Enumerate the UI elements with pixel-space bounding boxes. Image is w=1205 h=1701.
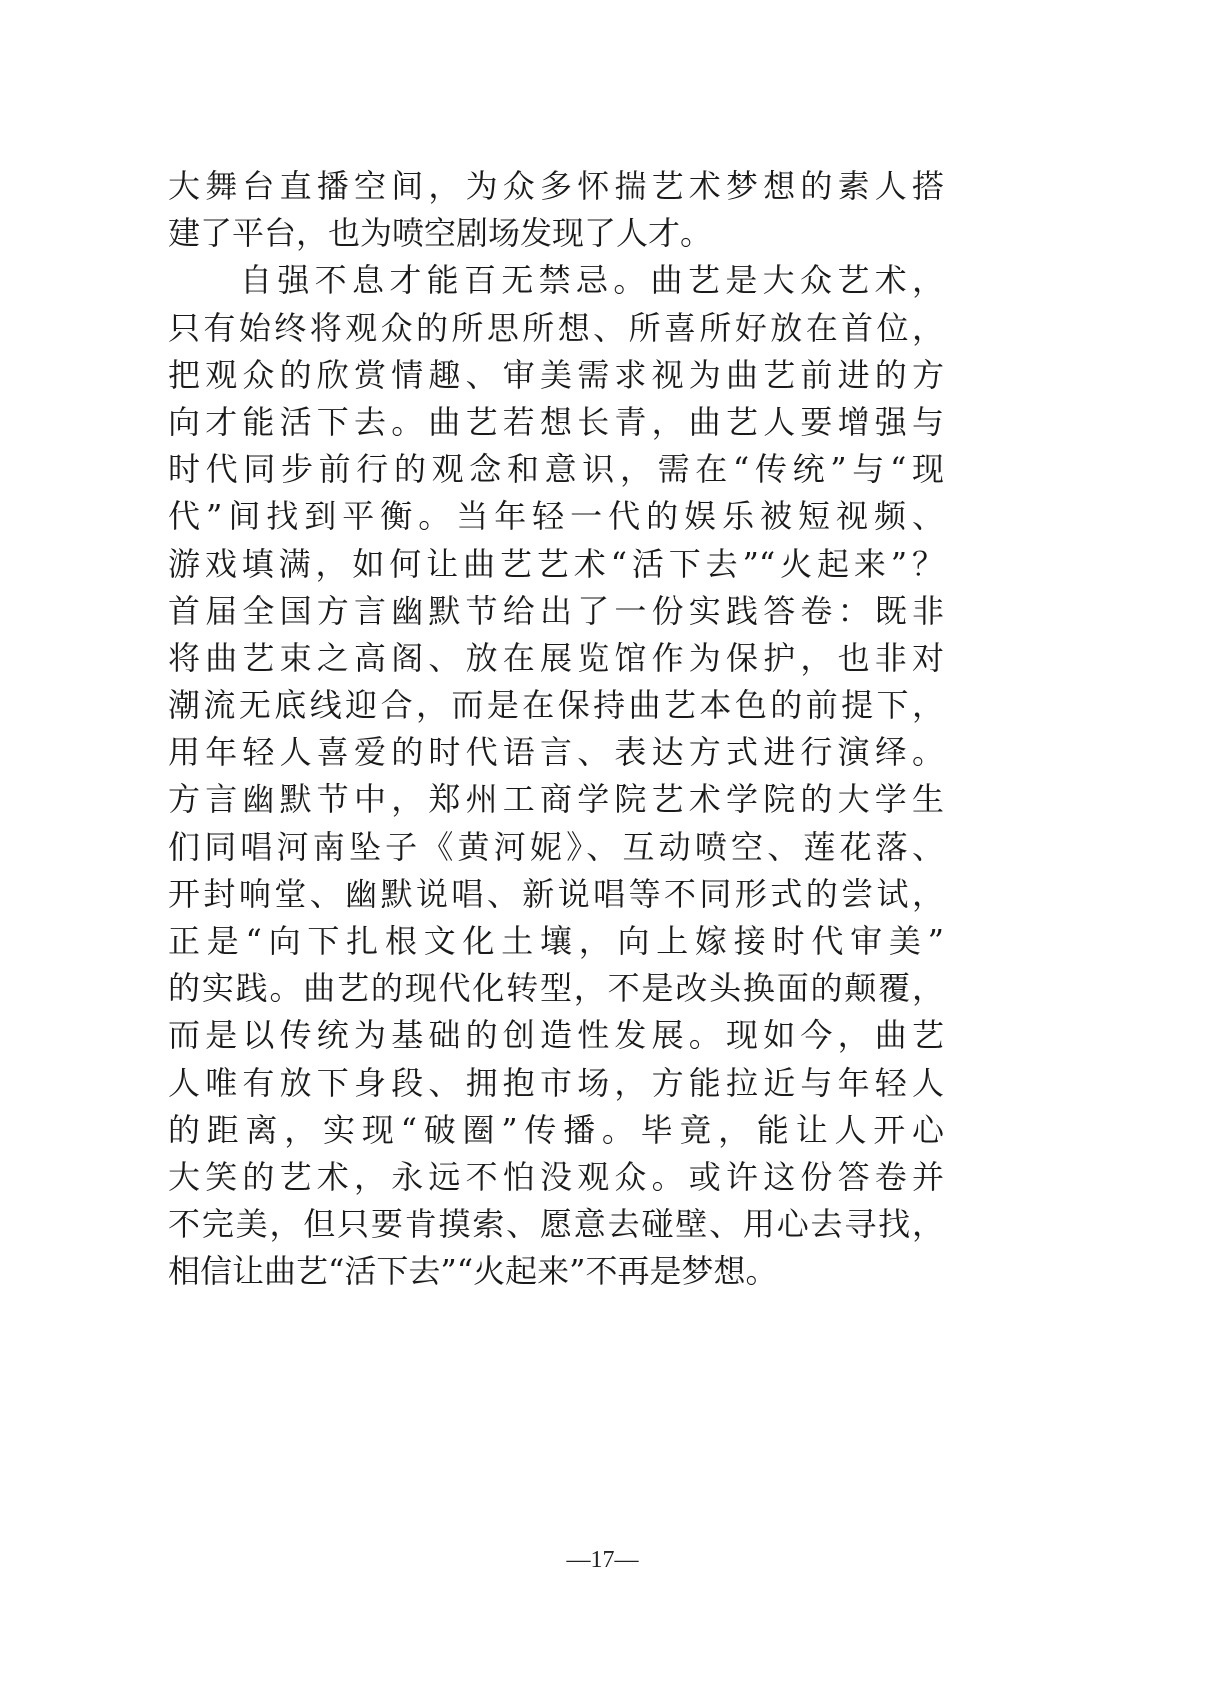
text-line: 只有始终将观众的所思所想、所喜所好放在首位， (168, 308, 944, 347)
text-line: 人唯有放下身段、拥抱市场，方能拉近与年轻人 (168, 1063, 944, 1102)
text-line: 向才能活下去。曲艺若想长青，曲艺人要增强与 (168, 402, 944, 441)
text-line: 们同唱河南坠子《黄河妮》、互动喷空、莲花落、 (168, 827, 944, 866)
text-line: 首届全国方言幽默节给出了一份实践答卷：既非 (168, 591, 944, 630)
text-line: 潮流无底线迎合，而是在保持曲艺本色的前提下， (168, 686, 944, 725)
text-line: 大舞台直播空间，为众多怀揣艺术梦想的素人搭 (168, 167, 944, 205)
text-line: 正是“向下扎根文化土壤，向上嫁接时代审美” (168, 922, 944, 960)
text-line: 开封响堂、幽默说唱、新说唱等不同形式的尝试， (168, 874, 944, 913)
text-line: 代”间找到平衡。当年轻一代的娱乐被短视频、 (168, 497, 944, 536)
text-line: 的实践。曲艺的现代化转型，不是改头换面的颠覆， (168, 969, 944, 1008)
text-line: 用年轻人喜爱的时代语言、表达方式进行演绎。 (168, 733, 944, 772)
text-line: 把观众的欣赏情趣、审美需求视为曲艺前进的方 (168, 355, 944, 394)
text-line-paragraph-start: 自强不息才能百无禁忌。曲艺是大众艺术， (240, 261, 944, 300)
text-line: 而是以传统为基础的创造性发展。现如今，曲艺 (168, 1016, 944, 1055)
text-line: 时代同步前行的观念和意识，需在“传统”与“现 (168, 450, 944, 489)
text-line: 将曲艺束之高阁、放在展览馆作为保护，也非对 (168, 638, 944, 677)
text-line: 方言幽默节中，郑州工商学院艺术学院的大学生 (168, 780, 944, 819)
text-line-paragraph-end: 相信让曲艺“活下去”“火起来”不再是梦想。 (168, 1252, 778, 1291)
article-body (168, 163, 944, 1296)
page-number: —17— (566, 1547, 639, 1573)
text-line: 的距离，实现“破圈”传播。毕竟，能让人开心 (168, 1110, 944, 1149)
text-line: 不完美，但只要肯摸索、愿意去碰壁、用心去寻找， (168, 1205, 944, 1244)
text-line: 游戏填满，如何让曲艺艺术“活下去”“火起来”？ (168, 544, 944, 583)
text-line-paragraph-end: 建了平台，也为喷空剧场发现了人才。 (168, 214, 713, 253)
text-line: 大笑的艺术，永远不怕没观众。或许这份答卷并 (168, 1157, 944, 1196)
